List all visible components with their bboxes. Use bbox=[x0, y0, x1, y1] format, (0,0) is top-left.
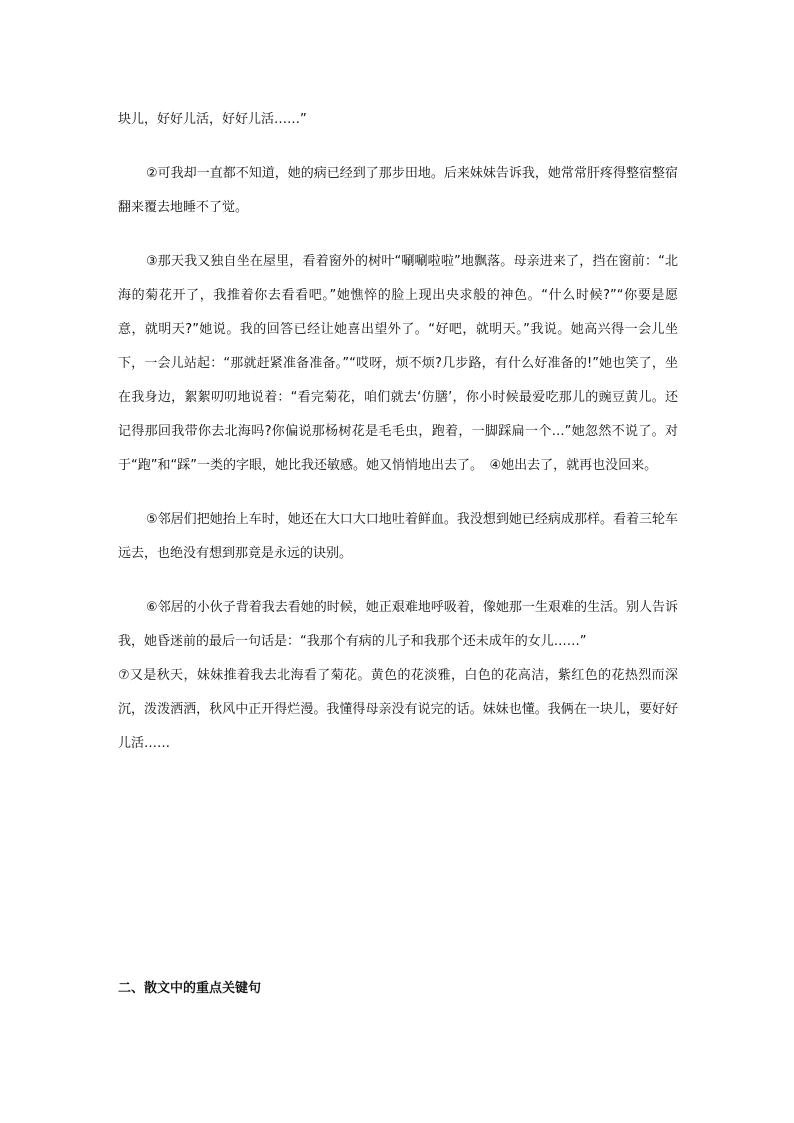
paragraph-continuation: 块儿，好好儿活，好好儿活……” bbox=[118, 112, 307, 127]
paragraph-2: ②可我却一直都不知道，她的病已经到了那步田地。后来妹妹告诉我，她常常肝疼得整宿整宿翻来覆去地睡不了觉。 bbox=[118, 166, 678, 215]
paragraph-6: ⑥邻居的小伙子背着我去看她的时候，她正艰难地呼吸着，像她那一生艰难的生活。别人告诉我，她昏迷前的最后一句话是：“我那个有病的儿子和我那个还未成年的女儿……” bbox=[118, 600, 678, 649]
paragraph-3: ③那天我又独自坐在屋里，看着窗外的树叶“唰唰啦啦”地飘落。母亲进来了，挡在窗前：“北海的菊花开了，我推着你去看看吧。”她憔悴的脸上现出央求般的神色。“什么时候?”“你要是愿意，就明天?”她说。我的回答已经让她喜出望外了。“好吧，就明天。”我说。她高兴得一会儿坐下，一会儿站起：“那就赶紧准备准备。”“哎呀，烦不烦?几步路，有什么好准备的!”她也笑了，坐在我身边，絮絮叨叨地说着：“看完菊花，咱们就去‘仿膳’，你小时候最爱吃那儿的豌豆黄儿。还记得那回我带你去北海吗?你偏说那杨树花是毛毛虫，跑着，一脚踩扁一个…”她忽然不说了。对于“跑”和“踩”一类的字眼，她比我还敏感。她又悄悄地出去了。 ④她出去了，就再也没回来。 bbox=[118, 254, 678, 473]
essay-body bbox=[118, 103, 678, 761]
paragraph-7: ⑦又是秋天，妹妹推着我去北海看了菊花。黄色的花淡雅，白色的花高洁，紫红色的花热烈而深沉，泼泼洒洒，秋风中正开得烂漫。我懂得母亲没有说完的话。妹妹也懂。我俩在一块儿，要好好儿活…… bbox=[118, 668, 678, 751]
paragraph-5: ⑤邻居们把她抬上车时，她还在大口大口地吐着鲜血。我没想到她已经病成那样。看着三轮车远去，也绝没有想到那竟是永远的诀别。 bbox=[118, 512, 678, 561]
section-heading: 二、散文中的重点关键句 bbox=[118, 981, 262, 996]
